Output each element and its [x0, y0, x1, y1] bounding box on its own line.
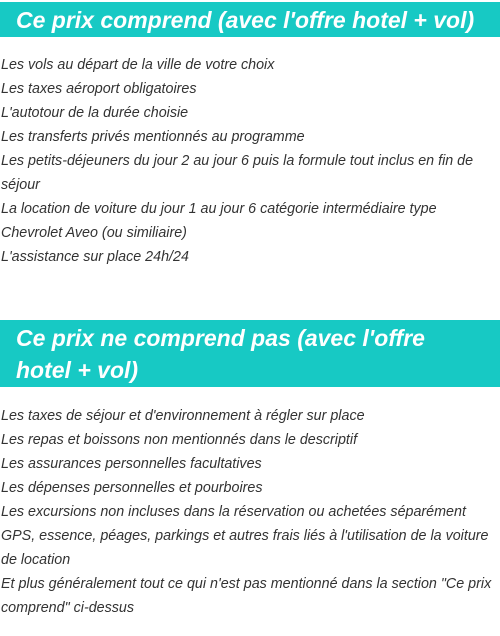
included-section-title: Ce prix comprend (avec l'offre hotel + vol) — [0, 2, 500, 37]
list-item: Les transferts privés mentionnés au programme — [1, 129, 305, 145]
list-item: Les repas et boissons non mentionnés dans le descriptif — [1, 432, 358, 448]
list-item: La location de voiture du jour 1 au jour 6 catégorie intermédiaire type Chevrolet Aveo (ou similiaire) — [1, 201, 437, 241]
excluded-section-title: Ce prix ne comprend pas (avec l'offre hotel + vol) — [0, 320, 500, 387]
list-item: L'assistance sur place 24h/24 — [1, 249, 189, 265]
excluded-list — [0, 404, 500, 620]
list-item: Les petits-déjeuners du jour 2 au jour 6 puis la formule tout inclus en fin de séjour — [1, 153, 474, 193]
list-item: Les taxes aéroport obligatoires — [1, 81, 197, 97]
list-item: Et plus généralement tout ce qui n'est pas mentionné dans la section "Ce prix comprend" ci-dessus — [1, 576, 492, 616]
list-item: Les assurances personnelles facultatives — [1, 456, 262, 472]
list-item: Les taxes de séjour et d'environnement à régler sur place — [1, 408, 365, 424]
included-list — [0, 53, 500, 269]
list-item: Les vols au départ de la ville de votre choix — [1, 57, 275, 73]
list-item: Les excursions non incluses dans la réservation ou achetées séparément — [1, 504, 466, 520]
list-item: L'autotour de la durée choisie — [1, 105, 189, 121]
list-item: GPS, essence, péages, parkings et autres frais liés à l'utilisation de la voiture de location — [1, 528, 489, 568]
list-item: Les dépenses personnelles et pourboires — [1, 480, 263, 496]
